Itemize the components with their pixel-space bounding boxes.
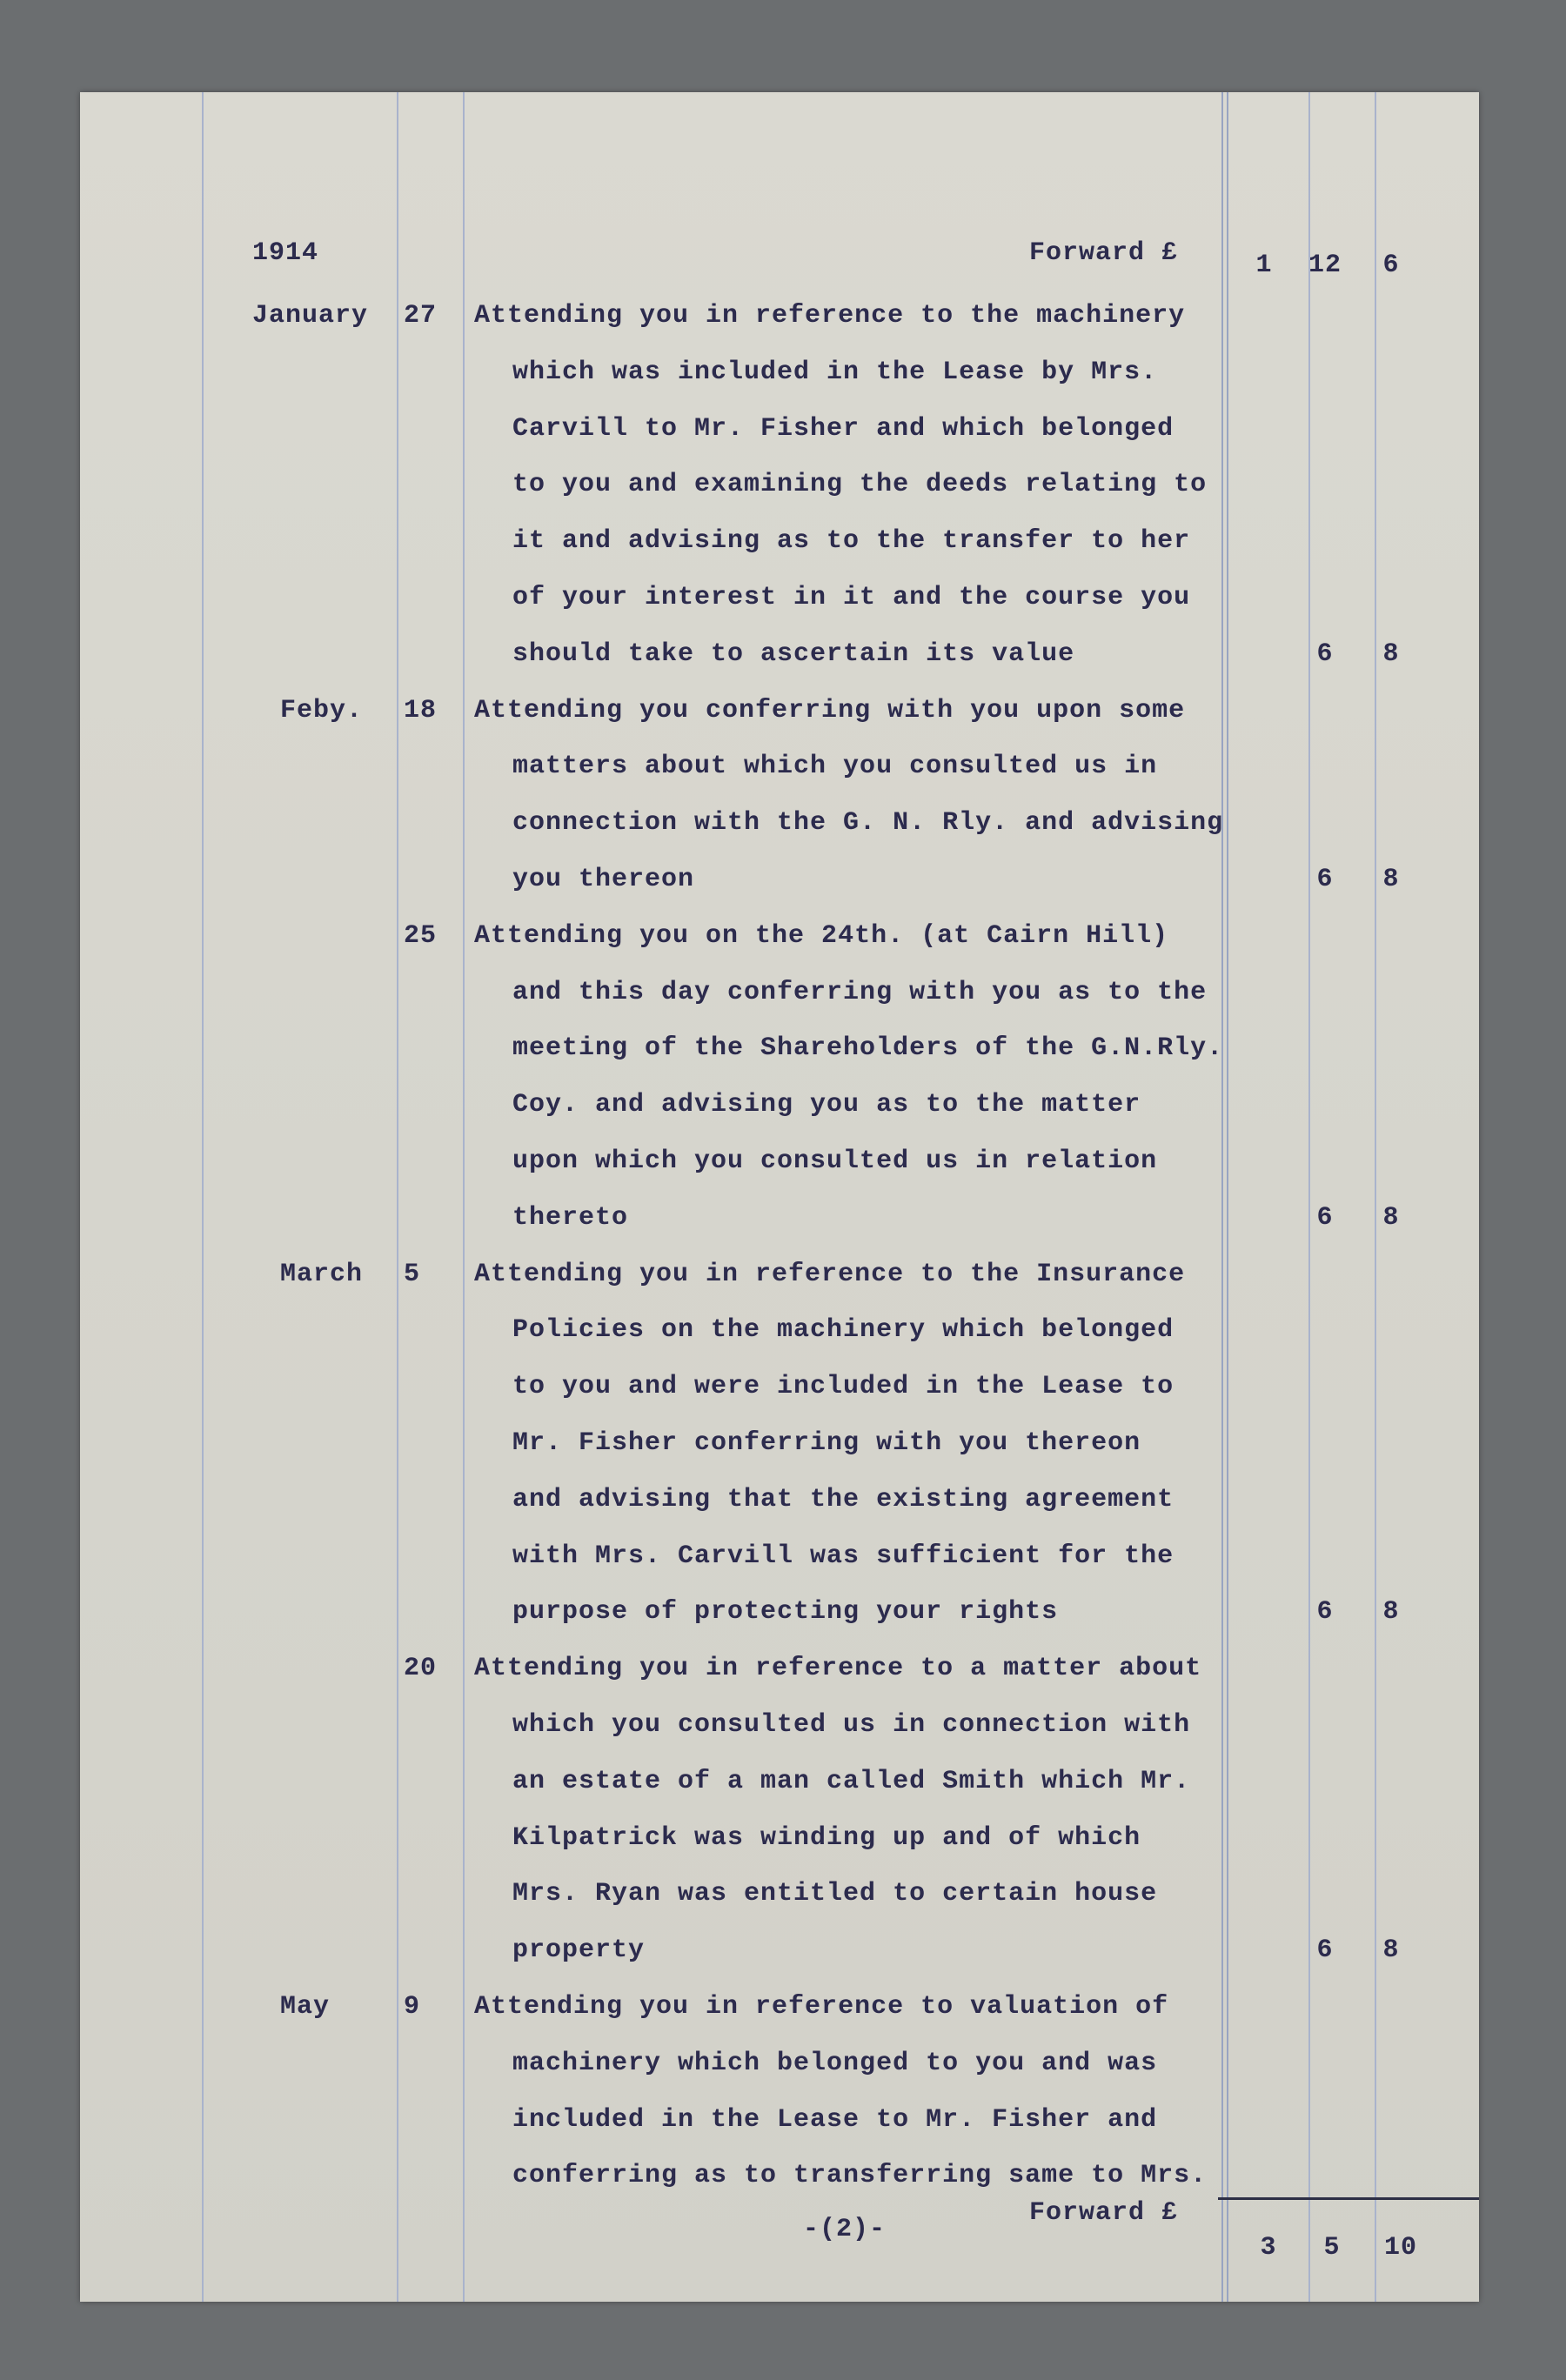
entry-text-line: Attending you in reference to valuation of (474, 1992, 1169, 2022)
entry-text-line: connection with the G. N. Rly. and advising (512, 808, 1224, 839)
entry-text-line: you thereon (512, 865, 695, 894)
ledger-page (80, 92, 1479, 2302)
entry-text-line: matters about which you consulted us in (512, 752, 1158, 782)
entry-text-line: Mr. Fisher conferring with you thereon (512, 1428, 1141, 1458)
page-number: -(2)- (803, 2215, 887, 2244)
entry-text-line: machinery which belonged to you and was (512, 2048, 1158, 2078)
forward-shillings-top: 12 (1308, 251, 1342, 280)
entry-text-line: Attending you in reference to the machinery (474, 301, 1186, 331)
year-heading: 1914 (252, 238, 319, 268)
entry-pence: 8 (1382, 1935, 1400, 1966)
entry-text-line: thereto (512, 1202, 629, 1233)
entry-text-line: Attending you on the 24th. (at Cairn Hill) (474, 920, 1169, 951)
margin-rule (202, 92, 204, 2302)
forward-pounds-top: 1 (1255, 251, 1273, 280)
entry-text-line: should take to ascertain its value (512, 638, 1075, 669)
forward-shillings-bottom: 5 (1323, 2233, 1341, 2263)
forward-pounds-bottom: 3 (1260, 2233, 1277, 2263)
entry-shillings: 6 (1316, 638, 1334, 669)
entry-text-line: with Mrs. Carvill was sufficient for the (512, 1541, 1174, 1571)
pence-column-rule (1375, 92, 1376, 2302)
entry-text-line: purpose of protecting your rights (512, 1597, 1059, 1628)
entry-text-line: and this day conferring with you as to the (512, 977, 1208, 1007)
shillings-column-rule (1308, 92, 1310, 2302)
entry-text-line: to you and examining the deeds relating to (512, 470, 1208, 500)
entry-text-line: Carvill to Mr. Fisher and which belonged (512, 413, 1174, 444)
entry-shillings: 6 (1316, 1597, 1334, 1628)
entry-text-line: to you and were included in the Lease to (512, 1372, 1174, 1402)
entry-text-line: it and advising as to the transfer to her (512, 526, 1191, 557)
entry-day: 18 (404, 695, 438, 725)
entry-text-line: which you consulted us in connection with (512, 1710, 1191, 1740)
entry-text-line: Attending you in reference to the Insurance (474, 1259, 1186, 1289)
forward-pence-bottom: 10 (1383, 2233, 1417, 2263)
entry-text-line: of your interest in it and the course you (512, 583, 1191, 612)
total-rule (1218, 2197, 1479, 2200)
day-column-rule (463, 92, 465, 2302)
pounds-column-rule (1221, 92, 1228, 2302)
forward-label-top: Forward £ (1029, 238, 1179, 268)
entry-text-line: Attending you conferring with you upon some (474, 695, 1186, 725)
entry-day: 9 (404, 1992, 421, 2022)
entry-pence: 8 (1382, 1597, 1400, 1628)
entry-pence: 8 (1382, 865, 1400, 894)
entry-month: March (280, 1259, 364, 1289)
entry-text-line: meeting of the Shareholders of the G.N.Rly. (512, 1033, 1224, 1064)
entry-text-line: Mrs. Ryan was entitled to certain house (512, 1879, 1158, 1909)
entry-text-line: which was included in the Lease by Mrs. (512, 357, 1158, 387)
entry-pence: 8 (1382, 1202, 1400, 1233)
entry-month: January (252, 301, 369, 331)
entry-text-line: and advising that the existing agreement (512, 1484, 1174, 1514)
entry-text-line: an estate of a man called Smith which Mr. (512, 1766, 1191, 1796)
entry-day: 5 (404, 1259, 421, 1289)
entry-day: 20 (404, 1654, 438, 1684)
entry-text-line: Kilpatrick was winding up and of which (512, 1822, 1141, 1853)
entry-shillings: 6 (1316, 865, 1334, 894)
entry-month: May (280, 1992, 331, 2022)
month-column-rule (397, 92, 398, 2302)
entry-text-line: Attending you in reference to a matter about (474, 1654, 1202, 1684)
entry-pence: 8 (1382, 638, 1400, 669)
entry-text-line: upon which you consulted us in relation (512, 1147, 1158, 1176)
forward-pence-top: 6 (1382, 251, 1400, 280)
entry-day: 27 (404, 301, 438, 331)
entry-text-line: Policies on the machinery which belonged (512, 1315, 1174, 1346)
entry-text-line: conferring as to transferring same to Mrs. (512, 2161, 1208, 2191)
entry-shillings: 6 (1316, 1202, 1334, 1233)
entry-shillings: 6 (1316, 1935, 1334, 1966)
entry-day: 25 (404, 920, 438, 951)
entry-month: Feby. (280, 695, 364, 725)
forward-label-bottom: Forward £ (1029, 2198, 1179, 2228)
entry-text-line: included in the Lease to Mr. Fisher and (512, 2104, 1158, 2135)
entry-text-line: Coy. and advising you as to the matter (512, 1090, 1141, 1120)
entry-text-line: property (512, 1935, 646, 1966)
